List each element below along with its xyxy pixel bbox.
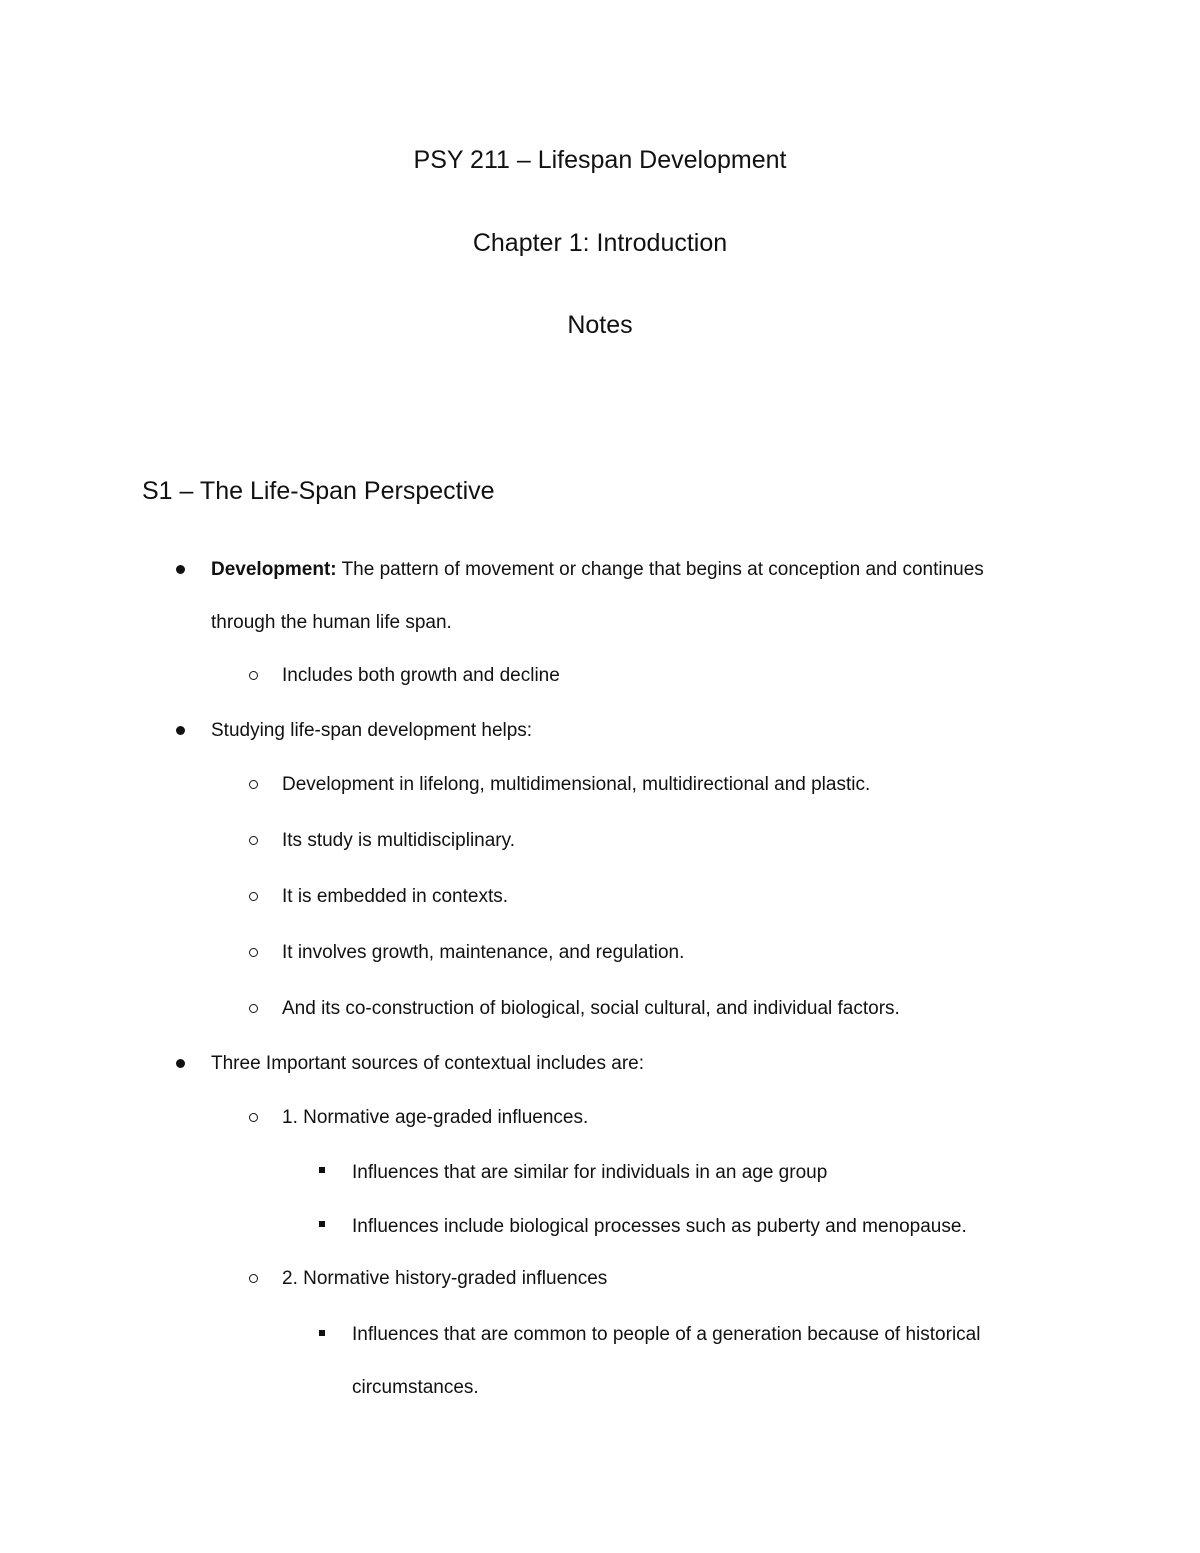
list-item-continued: circumstances. xyxy=(352,1377,479,1398)
bullet-circle-icon xyxy=(249,1274,258,1283)
development-definition xyxy=(211,558,984,582)
bullet-circle-icon xyxy=(249,892,258,901)
development-term: Development: xyxy=(211,559,337,580)
bullet-square-icon xyxy=(319,1330,325,1336)
list-item: Three Important sources of contextual includes are: xyxy=(211,1053,645,1074)
chapter-title: Chapter 1: Introduction xyxy=(472,229,728,257)
list-item: Studying life-span development helps: xyxy=(211,720,533,741)
list-item: Development in lifelong, multidimensional, multidirectional and plastic. xyxy=(282,774,871,795)
notes-title: Notes xyxy=(567,311,633,339)
list-item: Influences that are common to people of a generation because of historical xyxy=(352,1324,981,1345)
list-item: It involves growth, maintenance, and regulation. xyxy=(282,942,685,963)
bullet-square-icon xyxy=(319,1221,325,1227)
bullet-disc-icon xyxy=(176,565,185,574)
list-item: Its study is multidisciplinary. xyxy=(282,830,515,851)
bullet-circle-icon xyxy=(249,671,258,680)
list-item: Influences include biological processes such as puberty and menopause. xyxy=(352,1216,967,1237)
bullet-circle-icon xyxy=(249,948,258,957)
development-definition-text: The pattern of movement or change that begins at conception and continues xyxy=(336,559,984,580)
list-item: It is embedded in contexts. xyxy=(282,886,509,907)
list-item: 1. Normative age-graded influences. xyxy=(282,1107,589,1128)
bullet-circle-icon xyxy=(249,780,258,789)
bullet-circle-icon xyxy=(249,1113,258,1122)
course-title: PSY 211 – Lifespan Development xyxy=(413,146,787,174)
bullet-circle-icon xyxy=(249,836,258,845)
list-item: And its co-construction of biological, social cultural, and individual factors. xyxy=(282,998,900,1019)
section-heading: S1 – The Life-Span Perspective xyxy=(142,477,495,505)
bullet-disc-icon xyxy=(176,1059,185,1068)
list-item: 2. Normative history-graded influences xyxy=(282,1268,608,1289)
bullet-circle-icon xyxy=(249,1004,258,1013)
bullet-square-icon xyxy=(319,1167,325,1173)
list-item: Includes both growth and decline xyxy=(282,665,560,686)
development-definition-continued: through the human life span. xyxy=(211,612,452,633)
bullet-disc-icon xyxy=(176,726,185,735)
list-item: Influences that are similar for individuals in an age group xyxy=(352,1162,828,1183)
